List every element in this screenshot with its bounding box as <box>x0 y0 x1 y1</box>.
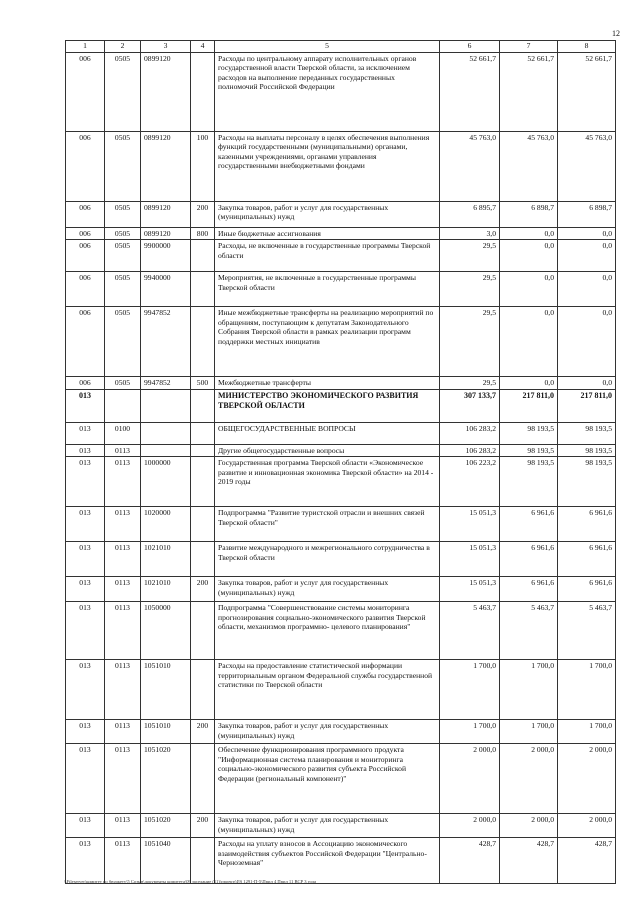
cell-amount-2: 0,0 <box>500 240 558 272</box>
column-number-5: 5 <box>215 41 440 53</box>
cell-admin-code: 013 <box>66 577 105 602</box>
cell-amount-3: 6 961,6 <box>558 542 616 577</box>
cell-target-code: 1051010 <box>141 720 191 744</box>
cell-expense-type <box>191 272 215 307</box>
table-row <box>66 444 616 456</box>
table-row <box>66 377 616 389</box>
cell-amount-2: 45 763,0 <box>500 132 558 202</box>
cell-amount-2: 1 700,0 <box>500 720 558 744</box>
budget-table <box>65 40 616 884</box>
column-number-3: 3 <box>141 41 191 53</box>
table-row <box>66 577 616 602</box>
cell-amount-1: 106 283,2 <box>440 422 500 444</box>
cell-section-code: 0505 <box>105 240 141 272</box>
cell-amount-3: 6 898,7 <box>558 202 616 228</box>
cell-section-code: 0505 <box>105 307 141 377</box>
cell-amount-2: 6 898,7 <box>500 202 558 228</box>
cell-amount-1: 1 700,0 <box>440 720 500 744</box>
cell-admin-code: 013 <box>66 457 105 507</box>
cell-admin-code: 006 <box>66 240 105 272</box>
table-row <box>66 240 616 272</box>
cell-target-code: 0899120 <box>141 202 191 228</box>
cell-expense-type: 200 <box>191 720 215 744</box>
cell-section-code: 0113 <box>105 602 141 660</box>
table-row <box>66 307 616 377</box>
table-row <box>66 272 616 307</box>
cell-target-code: 9900000 <box>141 240 191 272</box>
cell-expense-type: 800 <box>191 228 215 240</box>
cell-amount-2: 0,0 <box>500 228 558 240</box>
cell-amount-3: 2 000,0 <box>558 744 616 814</box>
cell-expense-type <box>191 744 215 814</box>
table-row <box>66 507 616 542</box>
cell-amount-2: 98 193,5 <box>500 444 558 456</box>
cell-expense-type <box>191 53 215 132</box>
cell-amount-2: 1 700,0 <box>500 660 558 720</box>
table-row <box>66 457 616 507</box>
cell-admin-code: 013 <box>66 720 105 744</box>
cell-amount-2: 98 193,5 <box>500 457 558 507</box>
cell-amount-1: 15 051,3 <box>440 507 500 542</box>
cell-description: ОБЩЕГОСУДАРСТВЕННЫЕ ВОПРОСЫ <box>215 422 440 444</box>
cell-description: Расходы по центральному аппарату исполнительных органов государственной власти Тверской области, за исключением расходов на выполнение переданных государственных полномочий Российской Федерации <box>215 53 440 132</box>
cell-target-code: 1051010 <box>141 660 191 720</box>
cell-section-code: 0505 <box>105 132 141 202</box>
cell-admin-code: 006 <box>66 377 105 389</box>
cell-amount-1: 1 700,0 <box>440 660 500 720</box>
table-row <box>66 542 616 577</box>
cell-amount-1: 15 051,3 <box>440 542 500 577</box>
cell-amount-3: 2 000,0 <box>558 814 616 838</box>
cell-target-code: 9947852 <box>141 377 191 389</box>
table-row <box>66 422 616 444</box>
cell-expense-type <box>191 542 215 577</box>
column-number-1: 1 <box>66 41 105 53</box>
cell-target-code: 1021010 <box>141 577 191 602</box>
table-row <box>66 660 616 720</box>
cell-section-code: 0505 <box>105 377 141 389</box>
cell-section-code: 0113 <box>105 838 141 884</box>
cell-description: Подпрограмма "Развитие туристской отрасли и внешних связей Тверской области" <box>215 507 440 542</box>
cell-amount-2: 6 961,6 <box>500 577 558 602</box>
column-number-6: 6 <box>440 41 500 53</box>
cell-description: Государственная программа Тверской области «Экономическое развитие и инновационная экономика Тверской области» на 2014 - 2019 годы <box>215 457 440 507</box>
cell-amount-2: 0,0 <box>500 307 558 377</box>
cell-target-code: 1051020 <box>141 744 191 814</box>
cell-description: Иные межбюджетные трансферты на реализацию мероприятий по обращениям, поступающим к депутатам Законодательного Собрания Тверской области в рамках реализации программ поддержки местных инициатив <box>215 307 440 377</box>
table-row <box>66 814 616 838</box>
cell-description: Закупка товаров, работ и услуг для государственных (муниципальных) нужд <box>215 577 440 602</box>
cell-amount-3: 98 193,5 <box>558 444 616 456</box>
page-number: 12 <box>612 29 620 38</box>
cell-amount-3: 0,0 <box>558 272 616 307</box>
cell-amount-3: 0,0 <box>558 240 616 272</box>
cell-expense-type: 200 <box>191 814 215 838</box>
cell-description: Закупка товаров, работ и услуг для государственных (муниципальных) нужд <box>215 720 440 744</box>
cell-admin-code: 013 <box>66 838 105 884</box>
cell-admin-code: 006 <box>66 202 105 228</box>
cell-amount-1: 29,5 <box>440 240 500 272</box>
table-row <box>66 602 616 660</box>
cell-expense-type: 200 <box>191 202 215 228</box>
cell-section-code: 0113 <box>105 444 141 456</box>
cell-admin-code: 006 <box>66 228 105 240</box>
cell-amount-1: 2 000,0 <box>440 814 500 838</box>
cell-admin-code: 013 <box>66 814 105 838</box>
cell-amount-3: 6 961,6 <box>558 577 616 602</box>
cell-amount-3: 1 700,0 <box>558 720 616 744</box>
cell-admin-code: 006 <box>66 53 105 132</box>
cell-target-code: 1051020 <box>141 814 191 838</box>
cell-target-code: 9940000 <box>141 272 191 307</box>
cell-amount-1: 6 895,7 <box>440 202 500 228</box>
cell-description: Мероприятия, не включенные в государственные программы Тверской области <box>215 272 440 307</box>
cell-amount-3: 98 193,5 <box>558 422 616 444</box>
cell-amount-1: 45 763,0 <box>440 132 500 202</box>
cell-amount-1: 2 000,0 <box>440 744 500 814</box>
cell-admin-code: 013 <box>66 602 105 660</box>
cell-section-code <box>105 389 141 422</box>
cell-target-code: 0899120 <box>141 228 191 240</box>
cell-target-code: 1050000 <box>141 602 191 660</box>
cell-amount-3: 0,0 <box>558 377 616 389</box>
cell-amount-3: 0,0 <box>558 307 616 377</box>
cell-target-code <box>141 444 191 456</box>
cell-amount-3: 1 700,0 <box>558 660 616 720</box>
column-number-7: 7 <box>500 41 558 53</box>
cell-expense-type <box>191 240 215 272</box>
cell-section-code: 0505 <box>105 53 141 132</box>
cell-expense-type: 100 <box>191 132 215 202</box>
cell-amount-2: 2 000,0 <box>500 814 558 838</box>
cell-section-code: 0113 <box>105 744 141 814</box>
cell-amount-3: 6 961,6 <box>558 507 616 542</box>
cell-amount-3: 428,7 <box>558 838 616 884</box>
cell-amount-2: 217 811,0 <box>500 389 558 422</box>
cell-amount-3: 5 463,7 <box>558 602 616 660</box>
cell-section-code: 0113 <box>105 720 141 744</box>
cell-amount-1: 29,5 <box>440 272 500 307</box>
cell-section-code: 0113 <box>105 542 141 577</box>
table-row <box>66 53 616 132</box>
cell-expense-type <box>191 507 215 542</box>
cell-expense-type: 200 <box>191 577 215 602</box>
table-row <box>66 132 616 202</box>
cell-expense-type <box>191 660 215 720</box>
cell-target-code: 1020000 <box>141 507 191 542</box>
cell-amount-3: 0,0 <box>558 228 616 240</box>
cell-expense-type <box>191 389 215 422</box>
cell-amount-2: 52 661,7 <box>500 53 558 132</box>
cell-description: Межбюджетные трансферты <box>215 377 440 389</box>
cell-target-code <box>141 422 191 444</box>
cell-description: Подпрограмма "Совершенствование системы мониторинга прогнозирования социально-экономического развития Тверской области, механизмов программно- целевого планирования" <box>215 602 440 660</box>
cell-description: Развитие международного и межрегионального сотрудничества в Тверской области <box>215 542 440 577</box>
table-row <box>66 389 616 422</box>
cell-expense-type: 500 <box>191 377 215 389</box>
table-row <box>66 720 616 744</box>
cell-target-code: 1021010 <box>141 542 191 577</box>
cell-amount-2: 0,0 <box>500 377 558 389</box>
table-row <box>66 744 616 814</box>
cell-admin-code: 013 <box>66 744 105 814</box>
cell-description: Иные бюджетные ассигнования <box>215 228 440 240</box>
table-row <box>66 838 616 884</box>
table-header-row <box>66 41 616 53</box>
cell-section-code: 0505 <box>105 202 141 228</box>
cell-amount-2: 6 961,6 <box>500 542 558 577</box>
cell-amount-1: 52 661,7 <box>440 53 500 132</box>
cell-admin-code: 013 <box>66 507 105 542</box>
cell-description: Расходы на уплату взносов в Ассоциацию экономического взаимодействия субъектов Российской Федерации "Центрально-Черноземная" <box>215 838 440 884</box>
cell-section-code: 0113 <box>105 660 141 720</box>
cell-amount-1: 106 223,2 <box>440 457 500 507</box>
cell-amount-2: 428,7 <box>500 838 558 884</box>
cell-admin-code: 013 <box>66 444 105 456</box>
cell-target-code: 0899120 <box>141 132 191 202</box>
cell-amount-2: 5 463,7 <box>500 602 558 660</box>
cell-amount-1: 29,5 <box>440 377 500 389</box>
cell-amount-2: 98 193,5 <box>500 422 558 444</box>
cell-admin-code: 013 <box>66 389 105 422</box>
cell-target-code <box>141 389 191 422</box>
cell-amount-3: 217 811,0 <box>558 389 616 422</box>
cell-section-code: 0113 <box>105 457 141 507</box>
cell-section-code: 0113 <box>105 507 141 542</box>
cell-expense-type <box>191 838 215 884</box>
cell-amount-2: 0,0 <box>500 272 558 307</box>
cell-admin-code: 013 <box>66 542 105 577</box>
cell-expense-type <box>191 444 215 456</box>
cell-expense-type <box>191 602 215 660</box>
cell-target-code: 9947852 <box>141 307 191 377</box>
cell-admin-code: 006 <box>66 272 105 307</box>
cell-amount-1: 106 283,2 <box>440 444 500 456</box>
cell-description: Обеспечение функционирования программного продукта "Информационная система планирования и мониторинга социально-экономического развития субъекта Российской Федерации (региональный компонент)" <box>215 744 440 814</box>
cell-amount-2: 2 000,0 <box>500 744 558 814</box>
cell-section-code: 0100 <box>105 422 141 444</box>
file-path-footer: \\Fileserver\комитет по бюджету\5 Созыв\документы комитета\09 заседание (11)\проект(49) 1291-П-5\Прил 4 Прил 11 ВСР 3 года <box>64 879 317 884</box>
cell-description: МИНИСТЕРСТВО ЭКОНОМИЧЕСКОГО РАЗВИТИЯ ТВЕРСКОЙ ОБЛАСТИ <box>215 389 440 422</box>
cell-amount-1: 307 133,7 <box>440 389 500 422</box>
cell-section-code: 0113 <box>105 577 141 602</box>
cell-amount-2: 6 961,6 <box>500 507 558 542</box>
cell-amount-1: 3,0 <box>440 228 500 240</box>
table-row <box>66 228 616 240</box>
cell-admin-code: 013 <box>66 422 105 444</box>
cell-amount-3: 98 193,5 <box>558 457 616 507</box>
column-number-2: 2 <box>105 41 141 53</box>
cell-amount-1: 428,7 <box>440 838 500 884</box>
cell-description: Расходы на предоставление статистической информации территориальным органом Федеральной службы государственной статистики по Тверской области <box>215 660 440 720</box>
cell-expense-type <box>191 457 215 507</box>
cell-admin-code: 006 <box>66 307 105 377</box>
cell-amount-3: 45 763,0 <box>558 132 616 202</box>
cell-description: Расходы, не включенные в государственные программы Тверской области <box>215 240 440 272</box>
cell-admin-code: 013 <box>66 660 105 720</box>
cell-description: Закупка товаров, работ и услуг для государственных (муниципальных) нужд <box>215 814 440 838</box>
column-number-4: 4 <box>191 41 215 53</box>
cell-target-code: 1051040 <box>141 838 191 884</box>
cell-admin-code: 006 <box>66 132 105 202</box>
cell-target-code: 0899120 <box>141 53 191 132</box>
cell-description: Другие общегосударственные вопросы <box>215 444 440 456</box>
cell-expense-type <box>191 307 215 377</box>
cell-section-code: 0505 <box>105 228 141 240</box>
cell-amount-1: 15 051,3 <box>440 577 500 602</box>
table-row <box>66 202 616 228</box>
column-number-8: 8 <box>558 41 616 53</box>
cell-amount-1: 5 463,7 <box>440 602 500 660</box>
cell-section-code: 0505 <box>105 272 141 307</box>
cell-amount-3: 52 661,7 <box>558 53 616 132</box>
cell-section-code: 0113 <box>105 814 141 838</box>
cell-expense-type <box>191 422 215 444</box>
cell-description: Расходы на выплаты персоналу в целях обеспечения выполнения функций государственными (муниципальными) органами, казенными учреждениями, органами управления государственными внебюджетными фондами <box>215 132 440 202</box>
cell-description: Закупка товаров, работ и услуг для государственных (муниципальных) нужд <box>215 202 440 228</box>
cell-amount-1: 29,5 <box>440 307 500 377</box>
cell-target-code: 1000000 <box>141 457 191 507</box>
